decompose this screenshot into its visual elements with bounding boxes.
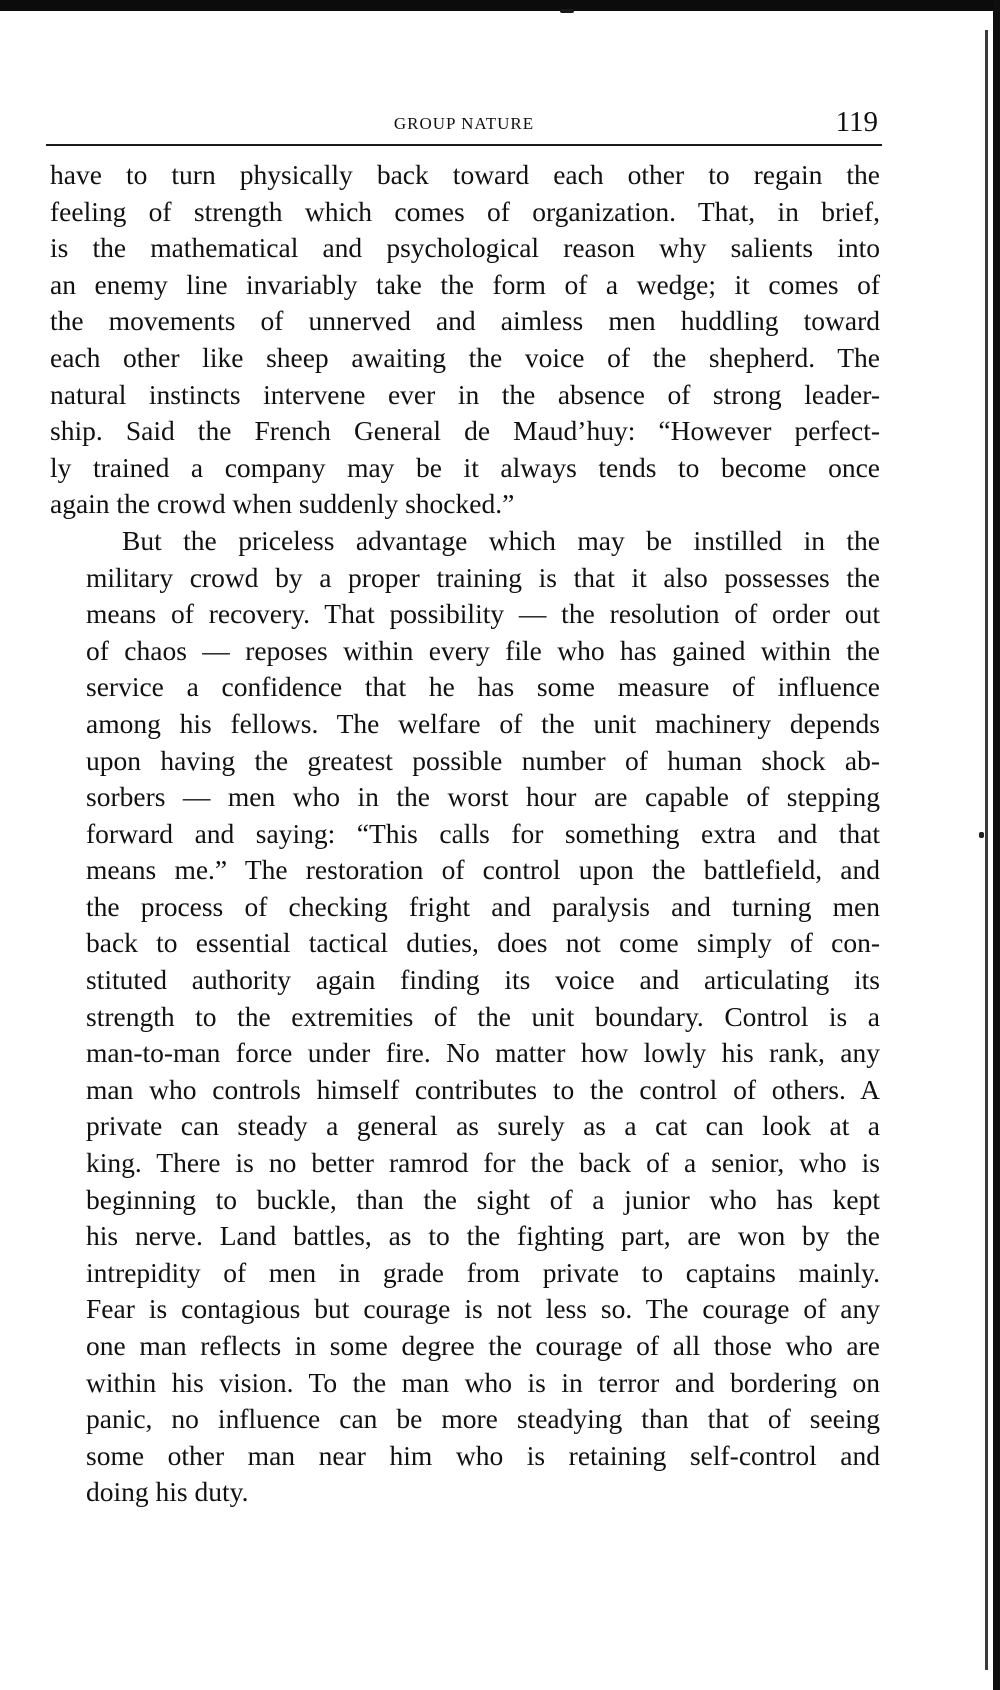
text-line: But the priceless advantage which may be instilled in the [122,524,880,556]
scan-border-top [0,0,1000,11]
text-line: private can steady a general as surely as a cat can look at a [86,1110,880,1142]
text-line: doing his duty. [86,1476,249,1508]
text-line: beginning to buckle, than the sight of a junior who has kept [86,1183,880,1215]
text-line: each other like sheep awaiting the voice of the shepherd. The [50,341,880,373]
text-line: ship. Said the French General de Maud’huy: “However perfect- [50,415,880,447]
text-line: some other man near him who is retaining self-control and [86,1439,880,1471]
text-line: again the crowd when suddenly shocked.” [50,488,515,520]
text-line: military crowd by a proper training is that it also possesses the [86,561,880,593]
paragraph-2 [50,523,880,1511]
text-line: an enemy line invariably take the form of a wedge; it comes of [50,268,880,300]
text-line: within his vision. To the man who is in terror and bordering on [86,1366,880,1398]
text-line: panic, no influence can be more steadying than that of seeing [86,1403,880,1435]
text-line: means of recovery. That possibility — the resolution of order out [86,598,880,630]
paragraph-1 [50,157,880,523]
text-line: natural instincts intervene ever in the absence of strong leader- [50,378,880,410]
text-line: of chaos — reposes within every file who has gained within the [86,634,880,666]
text-line: sorbers — men who in the worst hour are capable of stepping [86,781,880,813]
text-line: king. There is no better ramrod for the back of a senior, who is [86,1147,880,1179]
text-line: Fear is contagious but courage is not less so. The courage of any [86,1293,880,1325]
text-line: upon having the greatest possible number of human shock ab- [86,744,880,776]
text-line: the process of checking fright and paralysis and turning men [86,890,880,922]
text-line: the movements of unnerved and aimless men huddling toward [50,305,880,337]
text-line: ly trained a company may be it always tends to become once [50,451,880,483]
text-line: means me.” The restoration of control upon the battlefield, and [86,854,880,886]
text-line: is the mathematical and psychological reason why salients into [50,232,880,264]
text-line: strength to the extremities of the unit boundary. Control is a [86,1000,880,1032]
text-line: among his fellows. The welfare of the unit machinery depends [86,707,880,739]
text-line: man-to-man force under fire. No matter how lowly his rank, any [86,1037,880,1069]
scan-border-right [993,0,1000,1690]
text-line: feeling of strength which comes of organization. That, in brief, [50,195,880,227]
text-line: man who controls himself contributes to the control of others. A [86,1073,880,1105]
text-line: back to essential tactical duties, does not come simply of con- [86,927,880,959]
body-text [50,157,880,1511]
scan-border-right-shadow [985,30,988,1670]
text-line: service a confidence that he has some measure of influence [86,671,880,703]
text-line: stituted authority again finding its voice and articulating its [86,964,880,996]
text-line: his nerve. Land battles, as to the fighting part, are won by the [86,1220,880,1252]
page-number: 119 [835,106,878,138]
margin-speck [979,832,984,838]
text-line: forward and saying: “This calls for something extra and that [86,817,880,849]
scan-speck [560,9,574,13]
running-title: GROUP NATURE [393,114,535,133]
text-line: one man reflects in some degree the courage of all those who are [86,1330,880,1361]
running-header [46,104,882,146]
text-line: intrepidity of men in grade from private to captains mainly. [86,1256,880,1288]
text-line: have to turn physically back toward each other to regain the [50,159,880,190]
